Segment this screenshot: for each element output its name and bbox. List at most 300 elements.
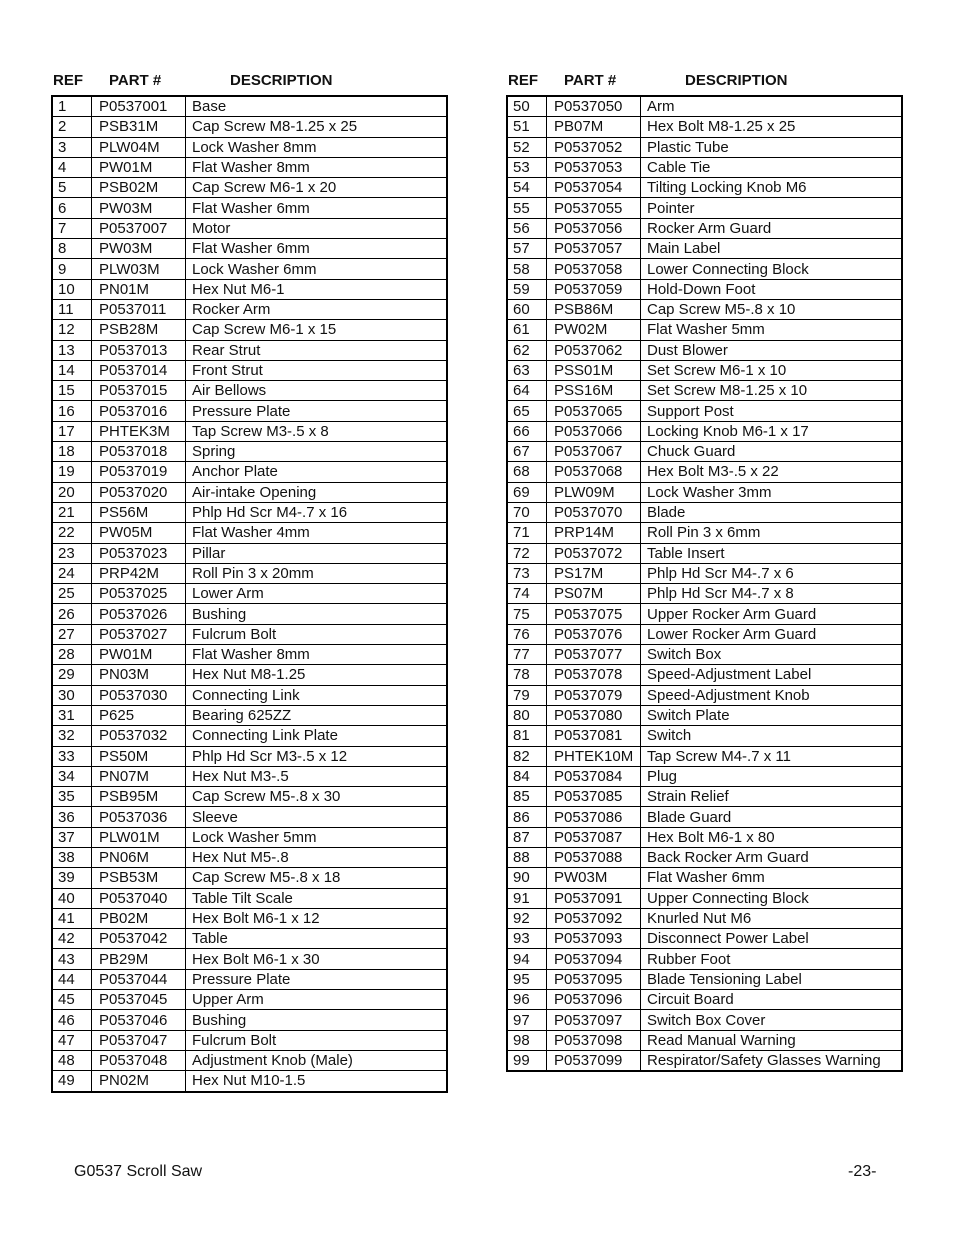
ref-cell: 27 bbox=[52, 624, 92, 644]
description-cell: Pillar bbox=[186, 543, 448, 563]
ref-cell: 48 bbox=[52, 1050, 92, 1070]
part-number-cell: P0537032 bbox=[92, 726, 186, 746]
table-row bbox=[507, 624, 902, 644]
part-number-cell: P0537094 bbox=[547, 949, 641, 969]
part-number-cell: P0537048 bbox=[92, 1050, 186, 1070]
ref-cell: 11 bbox=[52, 299, 92, 319]
ref-cell: 50 bbox=[507, 96, 547, 117]
ref-cell: 78 bbox=[507, 665, 547, 685]
table-row bbox=[52, 1010, 447, 1030]
table-row bbox=[52, 381, 447, 401]
table-row bbox=[52, 563, 447, 583]
table-row bbox=[507, 807, 902, 827]
ref-cell: 18 bbox=[52, 442, 92, 462]
ref-cell: 36 bbox=[52, 807, 92, 827]
parts-list-right bbox=[506, 70, 903, 1072]
table-row bbox=[52, 259, 447, 279]
ref-cell: 13 bbox=[52, 340, 92, 360]
description-cell: Flat Washer 6mm bbox=[186, 239, 448, 259]
description-cell: Cap Screw M5-.8 x 18 bbox=[186, 868, 448, 888]
part-number-cell: P0537018 bbox=[92, 442, 186, 462]
ref-cell: 86 bbox=[507, 807, 547, 827]
description-cell: Back Rocker Arm Guard bbox=[641, 847, 903, 867]
part-number-cell: PS50M bbox=[92, 746, 186, 766]
description-cell: Dust Blower bbox=[641, 340, 903, 360]
ref-cell: 9 bbox=[52, 259, 92, 279]
description-cell: Table Tilt Scale bbox=[186, 888, 448, 908]
description-cell: Switch Box bbox=[641, 645, 903, 665]
part-number-cell: PSB31M bbox=[92, 117, 186, 137]
table-row bbox=[507, 685, 902, 705]
ref-cell: 37 bbox=[52, 827, 92, 847]
table-row bbox=[507, 502, 902, 522]
table-row bbox=[52, 137, 447, 157]
part-number-cell: PLW01M bbox=[92, 827, 186, 847]
part-number-cell: PSB28M bbox=[92, 320, 186, 340]
description-cell: Hex Bolt M6-1 x 30 bbox=[186, 949, 448, 969]
part-number-cell: PW05M bbox=[92, 523, 186, 543]
table-row bbox=[52, 320, 447, 340]
ref-cell: 61 bbox=[507, 320, 547, 340]
ref-cell: 96 bbox=[507, 990, 547, 1010]
table-row bbox=[507, 990, 902, 1010]
part-number-cell: PS56M bbox=[92, 502, 186, 522]
ref-cell: 93 bbox=[507, 929, 547, 949]
part-number-cell: P0537052 bbox=[547, 137, 641, 157]
part-number-cell: PSB02M bbox=[92, 178, 186, 198]
part-number-cell: P0537077 bbox=[547, 645, 641, 665]
description-cell: Connecting Link bbox=[186, 685, 448, 705]
part-number-cell: P0537086 bbox=[547, 807, 641, 827]
part-number-cell: P0537076 bbox=[547, 624, 641, 644]
table-row bbox=[507, 1050, 902, 1071]
table-row bbox=[52, 442, 447, 462]
ref-cell: 57 bbox=[507, 239, 547, 259]
description-cell: Set Screw M8-1.25 x 10 bbox=[641, 381, 903, 401]
table-row bbox=[52, 340, 447, 360]
part-number-cell: P0537045 bbox=[92, 990, 186, 1010]
ref-cell: 84 bbox=[507, 766, 547, 786]
description-cell: Arm bbox=[641, 96, 903, 117]
description-cell: Flat Washer 4mm bbox=[186, 523, 448, 543]
description-cell: Blade bbox=[641, 502, 903, 522]
table-row bbox=[52, 543, 447, 563]
part-number-cell: P0537091 bbox=[547, 888, 641, 908]
table-row bbox=[52, 726, 447, 746]
description-cell: Table bbox=[186, 929, 448, 949]
description-cell: Hex Nut M6-1 bbox=[186, 279, 448, 299]
table-row bbox=[52, 482, 447, 502]
part-number-cell: P0537066 bbox=[547, 421, 641, 441]
description-cell: Flat Washer 5mm bbox=[641, 320, 903, 340]
description-cell: Adjustment Knob (Male) bbox=[186, 1050, 448, 1070]
ref-cell: 69 bbox=[507, 482, 547, 502]
table-row bbox=[507, 239, 902, 259]
description-cell: Bearing 625ZZ bbox=[186, 705, 448, 725]
part-number-cell: P0537087 bbox=[547, 827, 641, 847]
part-number-cell: P0537057 bbox=[547, 239, 641, 259]
table-row bbox=[507, 340, 902, 360]
description-cell: Bushing bbox=[186, 1010, 448, 1030]
table-row bbox=[52, 502, 447, 522]
description-cell: Phlp Hd Scr M4-.7 x 8 bbox=[641, 584, 903, 604]
description-cell: Hex Nut M5-.8 bbox=[186, 847, 448, 867]
description-cell: Lower Connecting Block bbox=[641, 259, 903, 279]
part-number-cell: P625 bbox=[92, 705, 186, 725]
ref-cell: 65 bbox=[507, 401, 547, 421]
ref-cell: 23 bbox=[52, 543, 92, 563]
ref-cell: 73 bbox=[507, 563, 547, 583]
description-cell: Rocker Arm bbox=[186, 299, 448, 319]
footer-title: G0537 Scroll Saw bbox=[74, 1163, 203, 1180]
description-cell: Switch Box Cover bbox=[641, 1010, 903, 1030]
part-number-cell: P0537095 bbox=[547, 969, 641, 989]
description-cell: Flat Washer 6mm bbox=[186, 198, 448, 218]
table-row bbox=[52, 218, 447, 238]
header-description: DESCRIPTION bbox=[230, 72, 333, 89]
description-cell: Hex Bolt M8-1.25 x 25 bbox=[641, 117, 903, 137]
description-cell: Tilting Locking Knob M6 bbox=[641, 178, 903, 198]
part-number-cell: PSB86M bbox=[547, 299, 641, 319]
part-number-cell: P0537020 bbox=[92, 482, 186, 502]
description-cell: Upper Rocker Arm Guard bbox=[641, 604, 903, 624]
table-row bbox=[507, 178, 902, 198]
description-cell: Cable Tie bbox=[641, 157, 903, 177]
table-row bbox=[507, 969, 902, 989]
description-cell: Lock Washer 8mm bbox=[186, 137, 448, 157]
part-number-cell: P0537040 bbox=[92, 888, 186, 908]
description-cell: Base bbox=[186, 96, 448, 117]
table-row bbox=[507, 705, 902, 725]
table-row bbox=[52, 1050, 447, 1070]
description-cell: Speed-Adjustment Label bbox=[641, 665, 903, 685]
part-number-cell: P0537013 bbox=[92, 340, 186, 360]
header-ref: REF bbox=[508, 72, 538, 89]
header-ref: REF bbox=[53, 72, 83, 89]
description-cell: Rubber Foot bbox=[641, 949, 903, 969]
ref-cell: 7 bbox=[52, 218, 92, 238]
part-number-cell: PLW03M bbox=[92, 259, 186, 279]
part-number-cell: P0537001 bbox=[92, 96, 186, 117]
part-number-cell: P0537014 bbox=[92, 360, 186, 380]
description-cell: Tap Screw M4-.7 x 11 bbox=[641, 746, 903, 766]
description-cell: Plastic Tube bbox=[641, 137, 903, 157]
ref-cell: 91 bbox=[507, 888, 547, 908]
table-row bbox=[507, 543, 902, 563]
table-row bbox=[507, 421, 902, 441]
ref-cell: 5 bbox=[52, 178, 92, 198]
ref-cell: 75 bbox=[507, 604, 547, 624]
description-cell: Phlp Hd Scr M4-.7 x 6 bbox=[641, 563, 903, 583]
table-row bbox=[507, 584, 902, 604]
table-row bbox=[52, 604, 447, 624]
table-row bbox=[52, 847, 447, 867]
ref-cell: 49 bbox=[52, 1071, 92, 1092]
ref-cell: 52 bbox=[507, 137, 547, 157]
ref-cell: 81 bbox=[507, 726, 547, 746]
ref-cell: 82 bbox=[507, 746, 547, 766]
description-cell: Knurled Nut M6 bbox=[641, 908, 903, 928]
description-cell: Set Screw M6-1 x 10 bbox=[641, 360, 903, 380]
description-cell: Cap Screw M6-1 x 20 bbox=[186, 178, 448, 198]
description-cell: Read Manual Warning bbox=[641, 1030, 903, 1050]
ref-cell: 72 bbox=[507, 543, 547, 563]
description-cell: Roll Pin 3 x 6mm bbox=[641, 523, 903, 543]
column-headers-left bbox=[51, 70, 448, 92]
ref-cell: 88 bbox=[507, 847, 547, 867]
part-number-cell: PLW04M bbox=[92, 137, 186, 157]
table-row bbox=[507, 645, 902, 665]
description-cell: Hex Bolt M6-1 x 12 bbox=[186, 908, 448, 928]
ref-cell: 56 bbox=[507, 218, 547, 238]
description-cell: Phlp Hd Scr M4-.7 x 16 bbox=[186, 502, 448, 522]
ref-cell: 19 bbox=[52, 462, 92, 482]
ref-cell: 38 bbox=[52, 847, 92, 867]
table-row bbox=[52, 766, 447, 786]
table-row bbox=[52, 157, 447, 177]
table-row bbox=[507, 746, 902, 766]
table-row bbox=[507, 604, 902, 624]
description-cell: Blade Tensioning Label bbox=[641, 969, 903, 989]
ref-cell: 62 bbox=[507, 340, 547, 360]
table-row bbox=[52, 969, 447, 989]
table-row bbox=[52, 421, 447, 441]
ref-cell: 46 bbox=[52, 1010, 92, 1030]
table-row bbox=[52, 96, 447, 117]
ref-cell: 98 bbox=[507, 1030, 547, 1050]
ref-cell: 1 bbox=[52, 96, 92, 117]
table-row bbox=[507, 1030, 902, 1050]
description-cell: Connecting Link Plate bbox=[186, 726, 448, 746]
ref-cell: 47 bbox=[52, 1030, 92, 1050]
ref-cell: 51 bbox=[507, 117, 547, 137]
part-number-cell: P0537099 bbox=[547, 1050, 641, 1071]
part-number-cell: P0537011 bbox=[92, 299, 186, 319]
table-row bbox=[52, 401, 447, 421]
description-cell: Hex Bolt M3-.5 x 22 bbox=[641, 462, 903, 482]
description-cell: Spring bbox=[186, 442, 448, 462]
part-number-cell: P0537016 bbox=[92, 401, 186, 421]
header-description: DESCRIPTION bbox=[685, 72, 788, 89]
part-number-cell: P0537081 bbox=[547, 726, 641, 746]
description-cell: Speed-Adjustment Knob bbox=[641, 685, 903, 705]
ref-cell: 55 bbox=[507, 198, 547, 218]
ref-cell: 8 bbox=[52, 239, 92, 259]
ref-cell: 30 bbox=[52, 685, 92, 705]
description-cell: Disconnect Power Label bbox=[641, 929, 903, 949]
description-cell: Pointer bbox=[641, 198, 903, 218]
description-cell: Motor bbox=[186, 218, 448, 238]
ref-cell: 6 bbox=[52, 198, 92, 218]
description-cell: Cap Screw M5-.8 x 10 bbox=[641, 299, 903, 319]
description-cell: Roll Pin 3 x 20mm bbox=[186, 563, 448, 583]
part-number-cell: P0537007 bbox=[92, 218, 186, 238]
table-row bbox=[52, 746, 447, 766]
ref-cell: 58 bbox=[507, 259, 547, 279]
ref-cell: 3 bbox=[52, 137, 92, 157]
part-number-cell: PB07M bbox=[547, 117, 641, 137]
ref-cell: 68 bbox=[507, 462, 547, 482]
table-row bbox=[507, 847, 902, 867]
description-cell: Air Bellows bbox=[186, 381, 448, 401]
description-cell: Fulcrum Bolt bbox=[186, 624, 448, 644]
description-cell: Bushing bbox=[186, 604, 448, 624]
description-cell: Switch bbox=[641, 726, 903, 746]
description-cell: Table Insert bbox=[641, 543, 903, 563]
ref-cell: 63 bbox=[507, 360, 547, 380]
table-row bbox=[52, 523, 447, 543]
part-number-cell: PSB95M bbox=[92, 787, 186, 807]
part-number-cell: PW01M bbox=[92, 645, 186, 665]
ref-cell: 31 bbox=[52, 705, 92, 725]
part-number-cell: P0537058 bbox=[547, 259, 641, 279]
part-number-cell: PB02M bbox=[92, 908, 186, 928]
header-part: PART # bbox=[564, 72, 617, 89]
parts-table-left bbox=[51, 95, 448, 1093]
description-cell: Flat Washer 6mm bbox=[641, 868, 903, 888]
ref-cell: 53 bbox=[507, 157, 547, 177]
part-number-cell: P0537059 bbox=[547, 279, 641, 299]
description-cell: Upper Arm bbox=[186, 990, 448, 1010]
description-cell: Phlp Hd Scr M3-.5 x 12 bbox=[186, 746, 448, 766]
part-number-cell: PW03M bbox=[92, 239, 186, 259]
ref-cell: 77 bbox=[507, 645, 547, 665]
part-number-cell: PLW09M bbox=[547, 482, 641, 502]
table-row bbox=[507, 157, 902, 177]
table-row bbox=[507, 299, 902, 319]
ref-cell: 25 bbox=[52, 584, 92, 604]
ref-cell: 33 bbox=[52, 746, 92, 766]
part-number-cell: P0537088 bbox=[547, 847, 641, 867]
ref-cell: 74 bbox=[507, 584, 547, 604]
description-cell: Support Post bbox=[641, 401, 903, 421]
part-number-cell: PB29M bbox=[92, 949, 186, 969]
description-cell: Cap Screw M5-.8 x 30 bbox=[186, 787, 448, 807]
part-number-cell: PRP14M bbox=[547, 523, 641, 543]
table-row bbox=[52, 908, 447, 928]
part-number-cell: P0537085 bbox=[547, 787, 641, 807]
ref-cell: 54 bbox=[507, 178, 547, 198]
ref-cell: 16 bbox=[52, 401, 92, 421]
part-number-cell: P0537042 bbox=[92, 929, 186, 949]
ref-cell: 95 bbox=[507, 969, 547, 989]
description-cell: Cap Screw M8-1.25 x 25 bbox=[186, 117, 448, 137]
table-row bbox=[507, 218, 902, 238]
ref-cell: 99 bbox=[507, 1050, 547, 1071]
table-row bbox=[507, 868, 902, 888]
part-number-cell: P0537023 bbox=[92, 543, 186, 563]
table-row bbox=[507, 908, 902, 928]
table-row bbox=[507, 259, 902, 279]
part-number-cell: PSS01M bbox=[547, 360, 641, 380]
part-number-cell: PW03M bbox=[92, 198, 186, 218]
ref-cell: 28 bbox=[52, 645, 92, 665]
description-cell: Tap Screw M3-.5 x 8 bbox=[186, 421, 448, 441]
part-number-cell: P0537075 bbox=[547, 604, 641, 624]
description-cell: Main Label bbox=[641, 239, 903, 259]
description-cell: Lower Arm bbox=[186, 584, 448, 604]
part-number-cell: PN07M bbox=[92, 766, 186, 786]
description-cell: Locking Knob M6-1 x 17 bbox=[641, 421, 903, 441]
ref-cell: 79 bbox=[507, 685, 547, 705]
description-cell: Plug bbox=[641, 766, 903, 786]
table-row bbox=[52, 665, 447, 685]
ref-cell: 67 bbox=[507, 442, 547, 462]
part-number-cell: PS17M bbox=[547, 563, 641, 583]
description-cell: Lock Washer 5mm bbox=[186, 827, 448, 847]
table-row bbox=[507, 827, 902, 847]
table-row bbox=[52, 117, 447, 137]
part-number-cell: P0537036 bbox=[92, 807, 186, 827]
ref-cell: 12 bbox=[52, 320, 92, 340]
table-row bbox=[507, 787, 902, 807]
ref-cell: 42 bbox=[52, 929, 92, 949]
description-cell: Air-intake Opening bbox=[186, 482, 448, 502]
ref-cell: 92 bbox=[507, 908, 547, 928]
part-number-cell: P0537062 bbox=[547, 340, 641, 360]
part-number-cell: P0537096 bbox=[547, 990, 641, 1010]
ref-cell: 97 bbox=[507, 1010, 547, 1030]
table-row bbox=[507, 949, 902, 969]
part-number-cell: P0537068 bbox=[547, 462, 641, 482]
description-cell: Strain Relief bbox=[641, 787, 903, 807]
table-row bbox=[52, 279, 447, 299]
ref-cell: 44 bbox=[52, 969, 92, 989]
part-number-cell: P0537025 bbox=[92, 584, 186, 604]
part-number-cell: P0537027 bbox=[92, 624, 186, 644]
ref-cell: 34 bbox=[52, 766, 92, 786]
table-row bbox=[52, 787, 447, 807]
part-number-cell: PHTEK3M bbox=[92, 421, 186, 441]
part-number-cell: PSB53M bbox=[92, 868, 186, 888]
part-number-cell: PW02M bbox=[547, 320, 641, 340]
ref-cell: 87 bbox=[507, 827, 547, 847]
description-cell: Chuck Guard bbox=[641, 442, 903, 462]
table-row bbox=[52, 685, 447, 705]
table-row bbox=[52, 827, 447, 847]
description-cell: Respirator/Safety Glasses Warning bbox=[641, 1050, 903, 1071]
ref-cell: 40 bbox=[52, 888, 92, 908]
table-row bbox=[507, 888, 902, 908]
ref-cell: 90 bbox=[507, 868, 547, 888]
table-row bbox=[507, 563, 902, 583]
description-cell: Circuit Board bbox=[641, 990, 903, 1010]
ref-cell: 21 bbox=[52, 502, 92, 522]
ref-cell: 35 bbox=[52, 787, 92, 807]
table-row bbox=[507, 279, 902, 299]
table-row bbox=[507, 137, 902, 157]
part-number-cell: P0537044 bbox=[92, 969, 186, 989]
part-number-cell: P0537084 bbox=[547, 766, 641, 786]
part-number-cell: P0537080 bbox=[547, 705, 641, 725]
table-row bbox=[52, 299, 447, 319]
ref-cell: 14 bbox=[52, 360, 92, 380]
ref-cell: 39 bbox=[52, 868, 92, 888]
part-number-cell: P0537098 bbox=[547, 1030, 641, 1050]
ref-cell: 70 bbox=[507, 502, 547, 522]
table-row bbox=[52, 584, 447, 604]
table-row bbox=[52, 624, 447, 644]
table-row bbox=[52, 239, 447, 259]
table-row bbox=[507, 482, 902, 502]
table-row bbox=[52, 178, 447, 198]
ref-cell: 32 bbox=[52, 726, 92, 746]
description-cell: Pressure Plate bbox=[186, 969, 448, 989]
part-number-cell: PN01M bbox=[92, 279, 186, 299]
part-number-cell: P0537015 bbox=[92, 381, 186, 401]
part-number-cell: P0537056 bbox=[547, 218, 641, 238]
ref-cell: 4 bbox=[52, 157, 92, 177]
